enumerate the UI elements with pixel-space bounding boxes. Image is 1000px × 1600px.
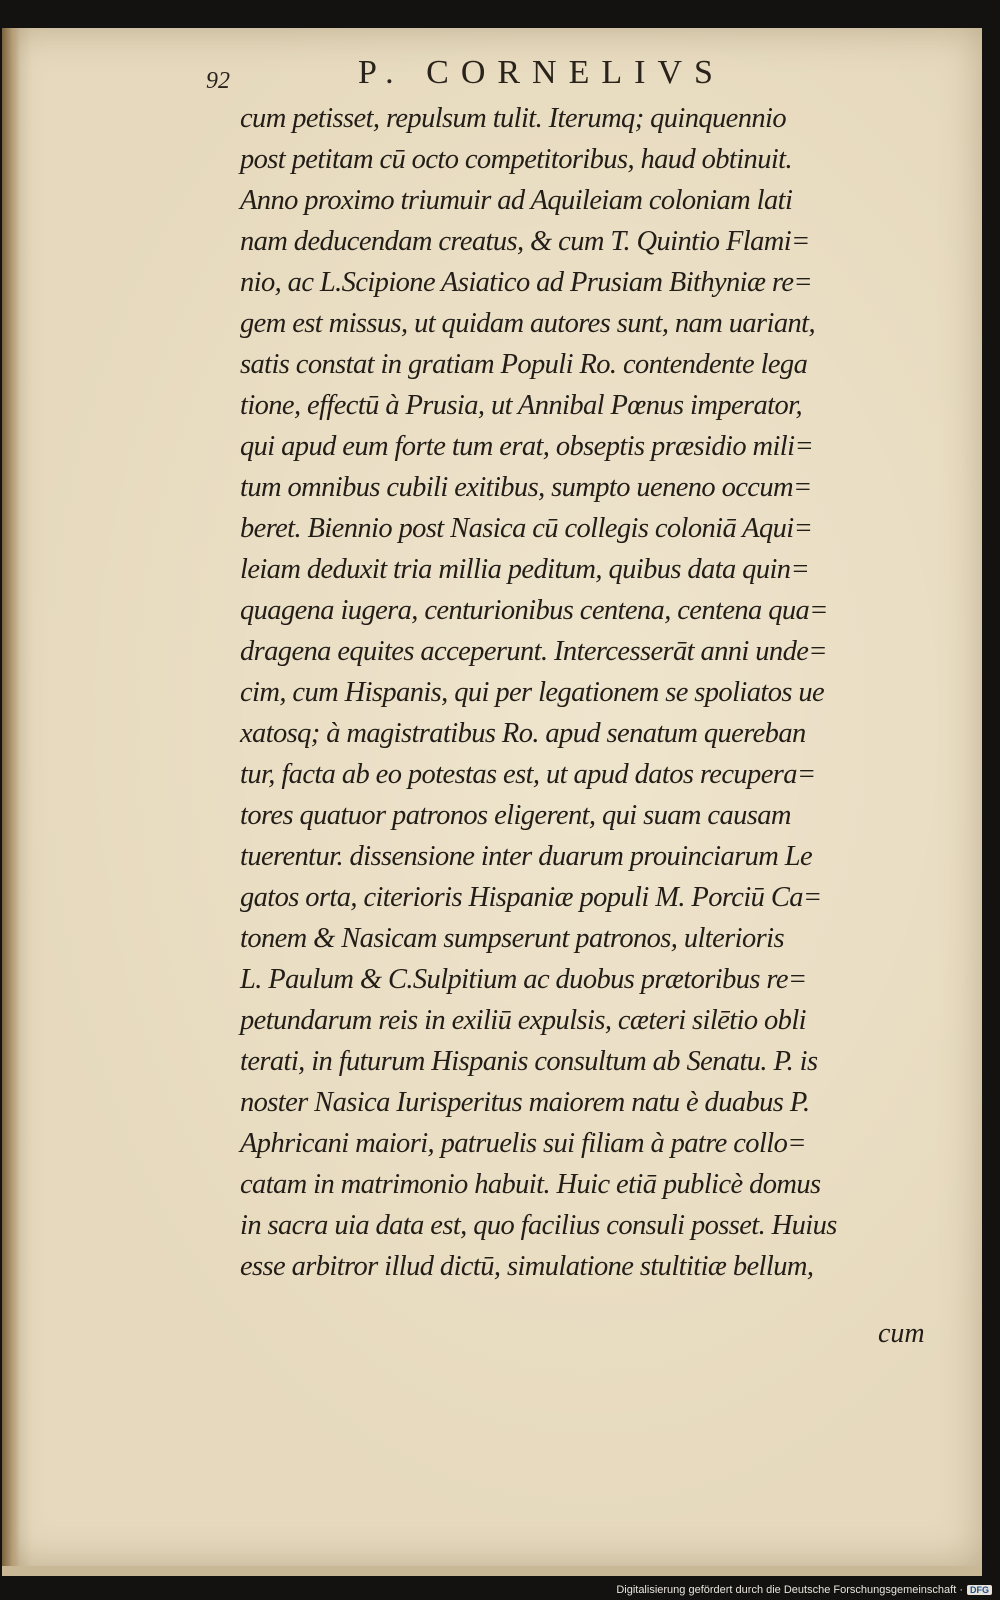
text-line: in sacra uia data est, quo facilius consuli posset. Huius — [240, 1210, 837, 1241]
text-line: gem est missus, ut quidam autores sunt, nam uariant, — [240, 308, 815, 339]
dfg-logo-icon: DFG — [967, 1585, 992, 1595]
text-line: tum omnibus cubili exitibus, sumpto ueneno occum= — [240, 472, 812, 503]
book-page — [2, 28, 982, 1576]
text-line: petundarum reis in exiliū expulsis, cæteri silētio obli — [240, 1005, 806, 1036]
text-line: beret. Biennio post Nasica cū collegis coloniā Aqui= — [240, 513, 813, 544]
text-line: cum petisset, repulsum tulit. Iterumq; quinquennio — [240, 103, 786, 134]
text-line: esse arbitror illud dictū, simulatione stultitiæ bellum, — [240, 1251, 814, 1282]
text-line: cim, cum Hispanis, qui per legationem se spoliatos ue — [240, 677, 825, 708]
text-body — [240, 98, 950, 1287]
text-line: satis constat in gratiam Populi Ro. contendente lega — [240, 349, 808, 380]
text-line: tores quatuor patronos eligerent, qui suam causam — [240, 800, 791, 831]
text-line: Anno proximo triumuir ad Aquileiam coloniam lati — [240, 185, 793, 216]
catchword: cum — [878, 1318, 925, 1349]
text-line: qui apud eum forte tum erat, obseptis præsidio mili= — [240, 431, 814, 462]
running-head: P. CORNELIVS — [358, 54, 725, 91]
text-line: terati, in futurum Hispanis consultum ab Senatu. P. is — [240, 1046, 818, 1077]
text-line: Aphricani maiori, patruelis sui filiam à patre collo= — [240, 1128, 806, 1159]
text-line: post petitam cū octo competitoribus, haud obtinuit. — [240, 144, 793, 175]
text-line: leiam deduxit tria millia peditum, quibus data quin= — [240, 554, 810, 585]
page-edge-shadow — [2, 28, 20, 1566]
text-line: dragena equites acceperunt. Intercesserāt anni unde= — [240, 636, 827, 667]
text-line: tuerentur. dissensione inter duarum prouinciarum Le — [240, 841, 813, 872]
credit-text: Digitalisierung gefördert durch die Deutsche Forschungsgemeinschaft · — [616, 1584, 963, 1596]
text-line: nam deducendam creatus, & cum T. Quintio Flami= — [240, 226, 810, 257]
page-number: 92 — [206, 68, 230, 94]
digitization-credit — [616, 1584, 992, 1596]
text-line: noster Nasica Iurisperitus maiorem natu è duabus P. — [240, 1087, 810, 1118]
text-line: tione, effectū à Prusia, ut Annibal Pœnus imperator, — [240, 390, 802, 421]
text-line: gatos orta, citerioris Hispaniæ populi M. Porciū Ca= — [240, 882, 822, 913]
text-line: xatosq; à magistratibus Ro. apud senatum quereban — [240, 718, 806, 749]
text-line: nio, ac L.Scipione Asiatico ad Prusiam Bithyniæ re= — [240, 267, 813, 298]
text-line: quagena iugera, centurionibus centena, centena qua= — [240, 595, 828, 626]
text-line: tur, facta ab eo potestas est, ut apud datos recupera= — [240, 759, 816, 790]
text-line: catam in matrimonio habuit. Huic etiā publicè domus — [240, 1169, 821, 1200]
text-line: L. Paulum & C.Sulpitium ac duobus prætoribus re= — [240, 964, 807, 995]
text-line: tonem & Nasicam sumpserunt patronos, ulterioris — [240, 923, 784, 954]
